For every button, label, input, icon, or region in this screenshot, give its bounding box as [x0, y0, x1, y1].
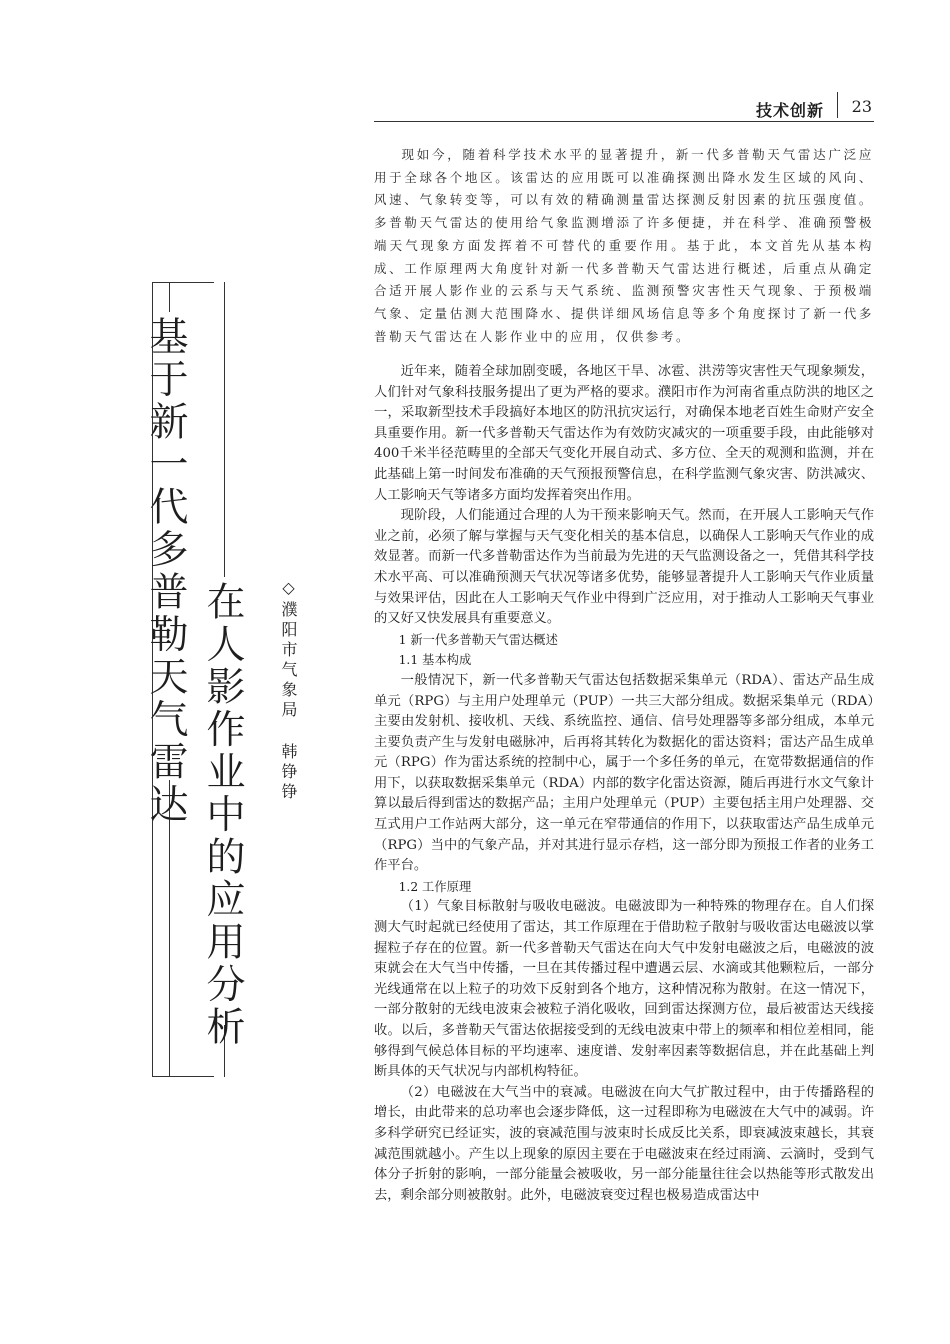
- author-name: 韩铮铮: [279, 743, 298, 803]
- body-paragraph: 近年来，随着全球加剧变暖，各地区干旱、冰雹、洪涝等灾害性天气现象频发，人们针对气象科技服务提出了更为严格的要求。濮阳市作为河南省重点防洪的地区之一，采取新型技术手段搞好本地区的防汛抗灾运行，对确保本地老百姓生命财产安全具重要作用。新一代多普勒天气雷达作为有效防灾减灾的一项重要手段，由此能够对400千米半径范畴里的全部天气变化开展自动式、多方位、全天的观测和监测，并在此基础上第一时间发布准确的天气预报预警信息，在科学监测气象灾害、防洪减灾、人工影响天气等诸多方面均发挥着突出作用。: [374, 364, 874, 503]
- title-frame-top: [152, 282, 214, 283]
- title-rule-2-top: [224, 282, 225, 577]
- body-paragraph: （1）气象目标散射与吸收电磁波。电磁波即为一种特殊的物理存在。自人们探测大气时起就已经使用了雷达，其工作原理在于借助粒子散射与吸收雷达电磁波以掌握粒子存在的位置。新一代多普勒天气雷达在向大气中发射电磁波之后，电磁波的波束就会在大气当中传播，一旦在其传播过程中遭遇云层、水滴或其他颗粒后，一部分光线通常在以上粒子的功效下反射到各个地方，这种情况称为散射。在这一情况下，一部分散射的无线电波束会被粒子消化吸收，回到雷达探测方位，最后被雷达天线接收。以后，多普勒天气雷达依据接受到的无线电波束中带上的频率和相位差相同，能够得到气候总体目标的平均速率、速度谱、发射率因素等数据信息，并在此基础上判断具体的天气状况与内部机构特征。: [374, 899, 874, 1080]
- section-heading: 1 新一代多普勒天气雷达概述: [398, 632, 558, 647]
- section-name: 技术创新: [755, 101, 824, 120]
- title-frame-bottom: [152, 1076, 214, 1077]
- body-paragraph: 一般情况下，新一代多普勒天气雷达包括数据采集单元（RDA）、雷达产品生成单元（RPG）与主用户处理单元（PUP）一共三大部分组成。数据采集单元（RDA）主要由发射机、接收机、天线、系统监控、通信、信号处理器等多部分组成，本单元主要负责产生与发射电磁脉冲，后再将其转化为数据化的雷达资料；雷达产品生成单元（RPG）作为雷达系统的控制中心，属于一个多任务的单元，在宽带数据通信的作用下，以获取数据采集单元（RDA）内部的数字化雷达资源，随后再进行水文气象计算以最后得到雷达的数据产品；主用户处理单元（PUP）主要包括主用户处理器、交互式用户工作站两大部分，这一单元在窄带通信的作用下，以获取雷达产品生成单元（RPG）当中的气象产品，并对其进行显示存档，这一部分即为预报工作者的业务工作平台。: [374, 672, 874, 874]
- header-rule: [374, 121, 874, 122]
- body-paragraph: （2）电磁波在大气当中的衰减。电磁波在向大气扩散过程中，由于传播路程的增长，由此带来的总功率也会逐步降低，这一过程即称为电磁波在大气中的减弱。许多科学研究已经证实，波的衰减范围与波束时长成反比关系，即衰减波束越长，其衰减范围就越小。产生以上现象的原因主要在于电磁波束在经过雨滴、云滴时，受到气体分子折射的影响，一部分能量会被吸收，另一部分能量往往会以热能等形式散发出去，剩余部分则被散射。此外，电磁波衰变过程也极易造成雷达中: [374, 1084, 874, 1203]
- subsection-heading: 1.1 基本构成: [398, 653, 472, 668]
- diamond-icon: ◇: [279, 578, 298, 601]
- author-block: [280, 578, 296, 803]
- article-body: [374, 362, 874, 1206]
- title-rule-1-top: [169, 282, 170, 312]
- header-divider: [837, 92, 838, 118]
- article-title-line-1: 基于新一代多普勒天气雷达: [143, 316, 188, 826]
- author-affiliation: 濮阳市气象局: [279, 601, 298, 721]
- article-title-line-2: 在人影作业中的应用分析: [200, 581, 245, 1049]
- abstract: 现如今，随着科学技术水平的显著提升，新一代多普勒天气雷达广泛应用于全球各个地区。该雷达的应用既可以准确探测出降水发生区域的风向、风速、气象转变等，可以有效的精确测量雷达探测反射因素的抗压强度值。多普勒天气雷达的使用给气象监测增添了许多便捷，并在科学、准确预警极端天气现象方面发挥着不可替代的重要作用。基于此，本文首先从基本构成、工作原理两大角度针对新一代多普勒天气雷达进行概述，后重点从确定合适开展人影作业的云系与天气系统、监测预警灾害性天气现象、于预极端气象、定量估测大范围降水、提供详细风场信息等多个角度探讨了新一代多普勒天气雷达在人影作业中的应用，仅供参考。: [374, 147, 874, 344]
- body-paragraph: 现阶段，人们能通过合理的人为干预来影响天气。然而，在开展人工影响天气作业之前，必须了解与掌握与天气变化相关的基本信息，以确保人工影响天气作业的成效显著。而新一代多普勒雷达作为当前最为先进的天气监测设备之一，凭借其科学技术水平高、可以准确预测天气状况等诸多优势，能够显著提升人工影响天气作业质量与效果评估，因此在人工影响天气作业中得到广泛应用，对于推动人工影响天气事业的又好又快发展具有重要意义。: [374, 508, 874, 627]
- subsection-heading: 1.2 工作原理: [398, 879, 472, 894]
- page-number: 23: [851, 97, 872, 116]
- running-header: [700, 92, 876, 120]
